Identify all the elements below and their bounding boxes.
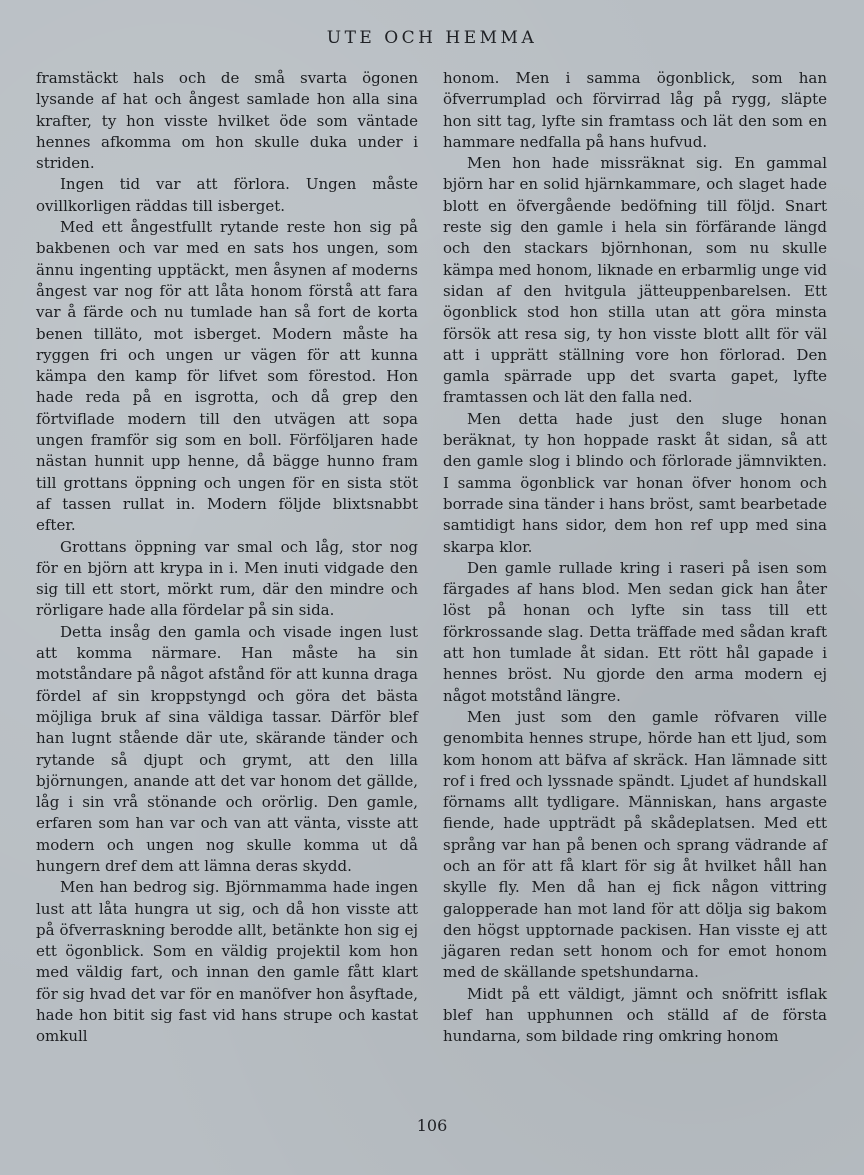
- paragraph: Midt på ett väldigt, jämnt och snöfritt isflak blef han upphunnen och ställd af de första hundarna, som bildade ring omkring honom: [443, 984, 827, 1046]
- paragraph: Men detta hade just den sluge honan beräknat, ty hon hoppade raskt åt sidan, så att den gamle slog i blindo och förlorade jämnvikten. I samma ögonblick var honan öfver honom och borrade sina tänder i hans bröst, samt bearbetade samtidigt hans sidor, dem hon ref upp med sina skarpa klor.: [443, 409, 827, 556]
- paragraph: Grottans öppning var smal och låg, stor nog för en björn att krypa in i. Men inuti vidgade den sig till ett stort, mörkt rum, där den mindre och rörligare hade alla fördelar på sin sida.: [36, 537, 418, 620]
- paragraph: Men hon hade missräknat sig. En gammal björn har en solid hjärnkammare, och slaget hade blott en öfvergående bedöfning till följd. Snart reste sig den gamle i hela sin förfärande längd och den stackars björnhonan, som nu skulle kämpa med honom, liknade en erbarmlig unge vid sidan af den hvitgula jätteuppenbarelsen. Ett ögonblick stod hon stilla utan att göra minsta försök att resa sig, ty hon visste blott allt för väl att i upprätt ställning vore hon förlorad. Den gamla spärrade upp det svarta gapet, lyfte framtassen och lät den falla ned.: [443, 154, 827, 407]
- paragraph: Med ett ångestfullt rytande reste hon sig på bakbenen och var med en sats hos ungen, som ännu ingenting upptäckt, men åsynen af moderns ångest var nog för att låta honom förstå att fara var å färde och nu tumlade han så fort de korta benen tilläto, mot isberget. Modern måste ha ryggen fri och ungen ur vägen för att kunna kämpa den kamp för lifvet som förestod. Hon hade reda på en isgrotta, och då grep den förtviflade modern till den utvägen att sopa ungen framför sig som en boll. Förföljaren hade nästan hunnit upp henne, då bägge hunno fram till grottans öppning och ungen för en sista stöt af tassen rullat in. Modern följde blixtsnabbt efter.: [36, 218, 418, 535]
- paragraph: Men han bedrog sig. Björnmamma hade ingen lust att låta hungra ut sig, och då hon visste att på öfverraskning berodde allt, betänkte hon sig ej ett ögonblick. Som en väldig projektil kom hon med väldig fart, och innan den gamle fått klart för sig hvad det var för en manöfver hon åsyftade, hade hon bitit sig fast vid hans strupe och kastat omkull: [36, 878, 418, 1046]
- page-number: 106: [416, 1116, 448, 1135]
- paragraph: Detta insåg den gamla och visade ingen lust att komma närmare. Han måste ha sin motståndare på något afstånd för att kunna draga fördel af sin kroppstyngd och göra det bästa möjliga bruk af sina väldiga tassar. Därför blef han lugnt stående där ute, skärande tänder och rytande så djupt och grymt, att den lilla björnungen, anande att det var honom det gällde, låg i sin vrå stönande och orörlig. Den gamle, erfaren som han var och van att vänta, visste att modern och ungen nog skulle komma ut då hungern dref dem att lämna deras skydd.: [36, 622, 418, 875]
- paragraph: Den gamle rullade kring i raseri på isen som färgades af hans blod. Men sedan gick han åter löst på honan och lyfte sin tass till ett förkrossande slag. Detta träffade med sådan kraft att hon tumlade åt sidan. Ett rött hål gapade i hennes bröst. Nu gjorde den arma modern ej något motstånd längre.: [443, 558, 827, 705]
- paragraph: Ingen tid var att förlora. Ungen måste ovillkorligen räddas till isberget.: [36, 175, 418, 215]
- paragraph: framstäckt hals och de små svarta ögonen lysande af hat och ångest samlade hon alla sina krafter, ty hon visste hvilket öde som väntade hennes afkomma om hon skulle duka under i striden.: [36, 69, 418, 173]
- paragraph: honom. Men i samma ögonblick, som han öfverrumplad och förvirrad låg på rygg, släpte hon sitt tag, lyfte sin framtass och lät den som en hammare nedfalla på hans hufvud.: [443, 69, 827, 151]
- right-column: [443, 68, 827, 1048]
- paragraph: Men just som den gamle röfvaren ville genombita hennes strupe, hörde han ett ljud, som kom honom att bäfva af skräck. Han lämnade sitt rof i fred och lyssnade spändt. Ljudet af hundskall förnams allt tydligare. Människan, hans argaste fiende, hade uppträdt på skådeplatsen. Med ett språng var han på benen och sprang vädrande af och an för att få klart för sig åt hvilket håll han skylle fly. Men då han ej fick någon vittring galopperade han mot land för att dölja sig bakom den högst upptornade packisen. Han visste ej att jägaren redan sett honom och for emot honom med de skällande spetshundarna.: [443, 707, 827, 982]
- running-head: UTE OCH HEMMA: [326, 28, 538, 48]
- left-column: [36, 68, 418, 1048]
